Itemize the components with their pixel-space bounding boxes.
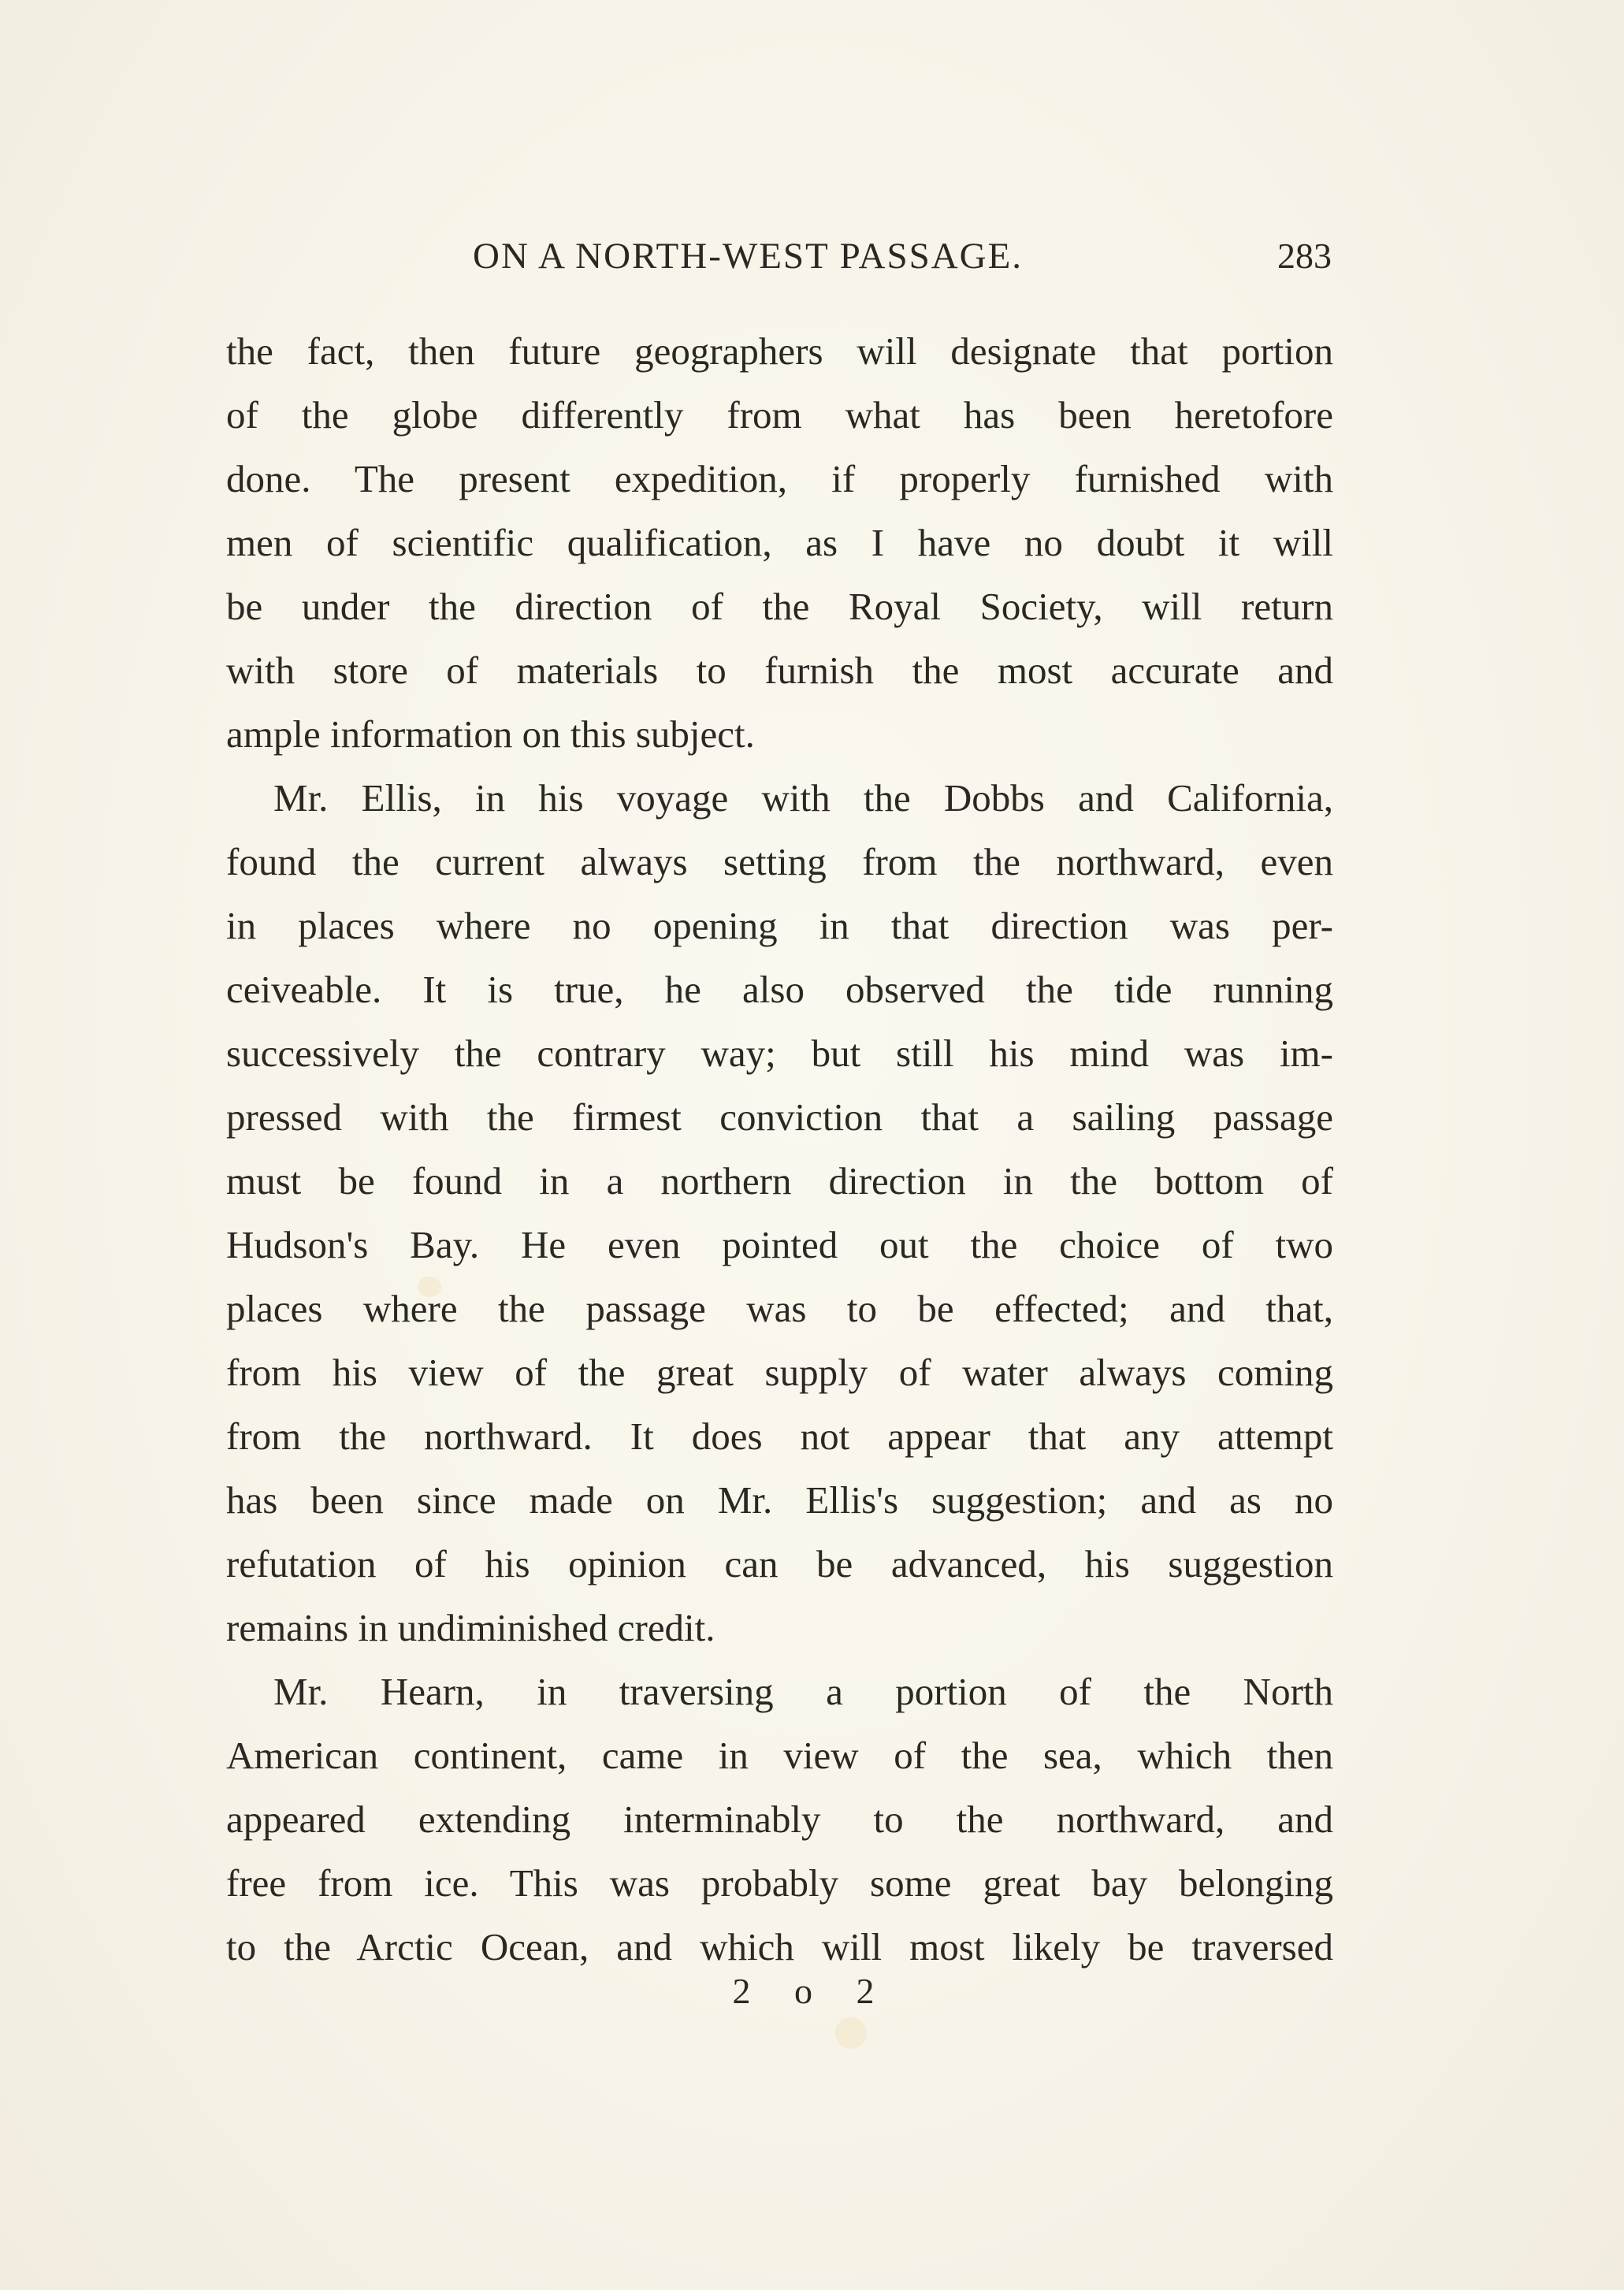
text-line: done. The present expedition, if properly furnished with xyxy=(226,457,1333,500)
text-line: Mr. Ellis, in his voyage with the Dobbs and California, xyxy=(273,776,1333,820)
text-line: refutation of his opinion can be advanced, his suggestion xyxy=(226,1542,1333,1586)
text-line: from his view of the great supply of water always coming xyxy=(226,1351,1333,1394)
text-line: Hudson's Bay. He even pointed out the choice of two xyxy=(226,1223,1333,1266)
text-line: found the current always setting from the northward, even xyxy=(226,840,1333,883)
page-header xyxy=(229,235,1332,282)
text-line: the fact, then future geographers will designate that portion xyxy=(226,329,1333,373)
text-line: must be found in a northern direction in the bottom of xyxy=(226,1159,1333,1203)
text-line: successively the contrary way; but still his mind was im- xyxy=(226,1032,1333,1075)
text-line: ceiveable. It is true, he also observed the tide running xyxy=(226,968,1333,1011)
text-line: men of scientific qualification, as I have no doubt it will xyxy=(226,521,1333,564)
text-line: American continent, came in view of the sea, which then xyxy=(226,1734,1333,1777)
paper-stain xyxy=(835,2017,867,2049)
text-line: in places where no opening in that direction was per- xyxy=(226,904,1333,947)
text-line: has been since made on Mr. Ellis's suggestion; and as no xyxy=(226,1478,1333,1522)
text-line: of the globe differently from what has been heretofore xyxy=(226,393,1333,437)
text-line: Mr. Hearn, in traversing a portion of the North xyxy=(273,1670,1333,1713)
text-line: from the northward. It does not appear that any attempt xyxy=(226,1415,1333,1458)
text-line: ample information on this subject. xyxy=(226,712,755,756)
text-line: free from ice. This was probably some great bay belonging xyxy=(226,1861,1333,1905)
running-head: ON A NORTH-WEST PASSAGE. xyxy=(473,236,1024,277)
text-line: with store of materials to furnish the most accurate and xyxy=(226,649,1333,692)
printer-signature-mark: 2 o 2 xyxy=(732,1971,892,2011)
text-line: appeared extending interminably to the northward, and xyxy=(226,1797,1333,1841)
body-text xyxy=(226,319,1333,1979)
page-number: 283 xyxy=(1277,236,1332,276)
text-line: pressed with the firmest conviction that a sailing passage xyxy=(226,1095,1333,1139)
text-line: remains in undiminished credit. xyxy=(226,1606,715,1649)
text-line: places where the passage was to be effected; and that, xyxy=(226,1287,1333,1330)
text-line: be under the direction of the Royal Society, will return xyxy=(226,585,1333,628)
text-line: to the Arctic Ocean, and which will most likely be traversed xyxy=(226,1925,1333,1968)
